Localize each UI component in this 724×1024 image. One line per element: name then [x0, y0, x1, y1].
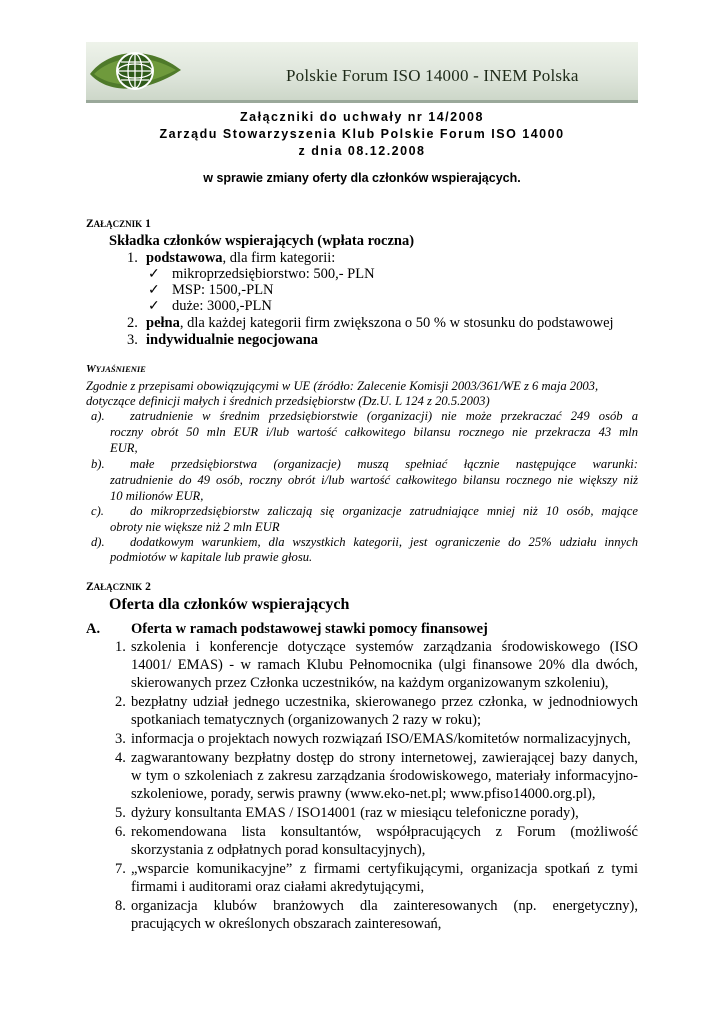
explanation-line: zatrudnienie w średnim przedsiębiorstwie (organizacji) nie może przekraczać 249 osób a	[130, 409, 638, 423]
offer-item-line: „wsparcie komunikacyjne” z firmami certyfikującymi, organizacja spotkań z tymi	[131, 861, 638, 877]
title-line-3: z dnia 08.12.2008	[298, 144, 426, 158]
offer-item-line: bezpłatny udział jednego uczestnika, skierowanego przez członka, w jednodniowych	[131, 694, 638, 710]
section-letter: A.	[86, 621, 101, 637]
a1-check-text: MSP: 1500,-PLN	[172, 282, 274, 298]
a1-check-text: duże: 3000,-PLN	[172, 298, 272, 314]
explanation-intro-line: dotyczące definicji małych i średnich przedsiębiorstw (Dz.U. L 124 z 20.5.2003)	[86, 394, 490, 408]
header-title: Polskie Forum ISO 14000 - INEM Polska	[286, 66, 579, 85]
offer-item-line: dyżury konsultanta EMAS / ISO14001 (raz w miesiącu telefoniczne porady),	[131, 805, 579, 821]
a1-item1-num: 1.	[127, 250, 138, 266]
attachment2-label: ZAŁĄCZNIK 2	[86, 581, 151, 593]
explanation-line: 10 milionów EUR,	[110, 489, 204, 503]
offer-item-line: szkolenia i konferencje dotyczące systemów zarządzania środowiskowego (ISO	[131, 639, 638, 655]
offer-item-num: 6.	[115, 824, 126, 840]
offer-item-num: 5.	[115, 805, 126, 821]
offer-item-line: informacja o projektach nowych rozwiązań ISO/EMAS/komitetów normalizacyjnych,	[131, 731, 631, 747]
checkmark-icon: ✓	[148, 283, 160, 298]
explanation-line: małe przedsiębiorstwa (organizacje) muszą spełniać łącznie następujące warunki:	[130, 457, 638, 471]
offer-item-line: skierowanych przez Członka uczestników, na każdym organizowanym szkoleniu),	[131, 675, 609, 691]
explanation-line: do mikroprzedsiębiorstw zaliczają się organizacje zatrudniające mniej niż 10 osób, mające	[130, 504, 638, 518]
a1-item3-text: indywidualnie negocjowana	[146, 332, 319, 348]
offer-item-line: spotkaniach tematycznych (organizowanych 2 razy w roku);	[131, 712, 482, 728]
explanation-line: zatrudnienie do 49 osób, roczny obrót i/lub wartość całkowitego bilansu rocznego nie większy niż	[110, 473, 638, 487]
explanation-line: dodatkowym warunkiem, dla wszystkich kategorii, jest ograniczenie do 25% udziału innych	[130, 535, 638, 549]
offer-item-line: zagwarantowany bezpłatny dostęp do strony internetowej, zawierającej bazy danych,	[131, 750, 638, 766]
a1-item2-text: pełna, dla każdej kategorii firm zwiększona o 50 % w stosunku do podstawowej	[146, 315, 614, 331]
explanation-line: podmiotów w kapitale lub prawie głosu.	[110, 550, 313, 564]
offer-item-line: 14001/ EMAS) - w ramach Klubu Pełnomocnika (ulgi finansowe 20% dla dwóch,	[131, 657, 638, 673]
explanation-line: obroty nie większe niż 2 mln EUR	[110, 520, 280, 534]
offer-item-line: rekomendowana lista konsultantów, współpracujących z Forum (możliwość	[131, 824, 638, 840]
offer-item-line: w tym o szkoleniach z zakresu zarządzania środowiskowego, materiały informacyjno-	[131, 768, 638, 784]
offer-item-num: 8.	[115, 898, 126, 914]
offer-item-num: 3.	[115, 731, 126, 747]
offer-item-line: skorzystania z odpłatnych porad konsultacyjnych),	[131, 842, 426, 858]
a1-item2-num: 2.	[127, 315, 138, 331]
offer-item-line: organizacja klubów branżowych dla zainteresowanych (np. energetyczny),	[131, 898, 638, 914]
offer-item-num: 7.	[115, 861, 126, 877]
explanation-line: EUR,	[110, 441, 138, 455]
attachment2-heading: Oferta dla członków wspierających	[109, 596, 350, 613]
explanation-intro-line: Zgodnie z przepisami obowiązującymi w UE (źródło: Zalecenie Komisji 2003/361/WE z 6 maja 2003,	[86, 379, 599, 393]
forum-logo-icon	[88, 40, 183, 102]
explanation-marker: a).	[91, 409, 105, 423]
a1-check-text: mikroprzedsiębiorstwo: 500,- PLN	[172, 266, 375, 282]
title-subtitle: w sprawie zmiany oferty dla członków wspierających.	[203, 171, 521, 185]
explanation-marker: c).	[91, 504, 104, 518]
section-title: Oferta w ramach podstawowej stawki pomocy finansowej	[131, 621, 488, 637]
explanation-marker: b).	[91, 457, 105, 471]
explanation-line: roczny obrót 50 mln EUR i/lub wartość całkowitego bilansu rocznego nie przekracza 43 mln	[110, 425, 638, 439]
offer-item-num: 1.	[115, 639, 126, 655]
title-line-2: Zarządu Stowarzyszenia Klub Polskie Forum ISO 14000	[159, 127, 565, 141]
title-line-1: Załączniki do uchwały nr 14/2008	[240, 110, 484, 124]
attachment1-heading: Składka członków wspierających (wpłata roczna)	[109, 233, 415, 249]
checkmark-icon: ✓	[148, 267, 160, 282]
explanation-marker: d).	[91, 535, 105, 549]
a1-item1-text: podstawowa, dla firm kategorii:	[146, 250, 336, 266]
explanation-label: WYJAŚNIENIE	[86, 363, 146, 375]
offer-item-num: 2.	[115, 694, 126, 710]
a1-item3-num: 3.	[127, 332, 138, 348]
offer-item-line: firmami i auditorami oraz ciałami akredytującymi,	[131, 879, 425, 895]
offer-item-line: szkoleniowe, porady, serwis prawny (www.eko-net.pl; www.pfiso14000.org.pl),	[131, 786, 596, 802]
checkmark-icon: ✓	[148, 299, 160, 314]
attachment1-label: ZAŁĄCZNIK 1	[86, 218, 151, 230]
offer-item-line: pracujących w określonych obszarach zainteresowań,	[131, 916, 442, 932]
offer-item-num: 4.	[115, 750, 126, 766]
